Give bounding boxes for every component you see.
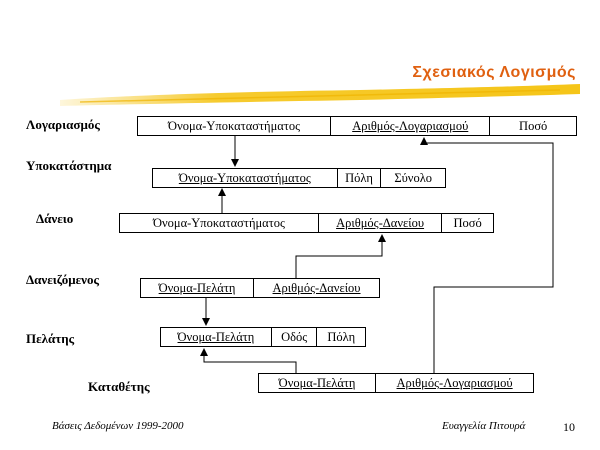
arrow-depositor-to-customer <box>204 349 296 373</box>
relation-name-loan: Δάνειο <box>36 211 74 226</box>
attribute-cell: Οδός <box>272 328 318 346</box>
attribute-cell: Σύνολο <box>394 171 433 185</box>
attribute-cell: Ποσό <box>519 119 548 133</box>
attribute-cell: Ποσό <box>453 216 482 230</box>
arrow-borrower-to-loan <box>296 235 382 278</box>
attribute-cell-key: Αριθμός-Δανείου <box>319 214 442 232</box>
relation-name-borrower: Δανειζόμενος <box>26 272 99 287</box>
attribute-cell-key: Όνομα-Πελάτη <box>161 328 272 346</box>
arrow-depositor-to-account <box>424 138 553 373</box>
attribute-cell-key: Αριθμός-Λογαριασμού <box>331 117 490 135</box>
relation-name-branch: Υποκατάστημα <box>26 158 112 173</box>
page-number: 10 <box>563 420 575 434</box>
attribute-cell: Πόλη <box>327 330 356 344</box>
footer-course: Βάσεις Δεδομένων 1999-2000 <box>52 420 184 432</box>
attribute-cell-key: Όνομα-Πελάτη <box>141 279 254 297</box>
attribute-cell: Όνομα-Υποκαταστήματος <box>120 214 319 232</box>
attribute-cell-key: Όνομα-Υποκαταστήματος <box>153 169 338 187</box>
relation-name-account: Λογαριασμός <box>26 117 100 132</box>
attribute-cell-key: Όνομα-Πελάτη <box>259 374 376 392</box>
footer-author: Ευαγγελία Πιτουρά <box>442 420 526 432</box>
attribute-cell-key: Αριθμός-Λογαριασμού <box>396 376 513 390</box>
relation-name-customer: Πελάτης <box>26 331 75 346</box>
attribute-cell: Όνομα-Υποκαταστήματος <box>138 117 331 135</box>
slide-title: Σχεσιακός Λογισμός <box>412 64 576 81</box>
relation-name-depositor: Καταθέτης <box>88 379 150 394</box>
attribute-cell: Πόλη <box>338 169 382 187</box>
attribute-cell-key: Αριθμός-Δανείου <box>272 281 361 295</box>
